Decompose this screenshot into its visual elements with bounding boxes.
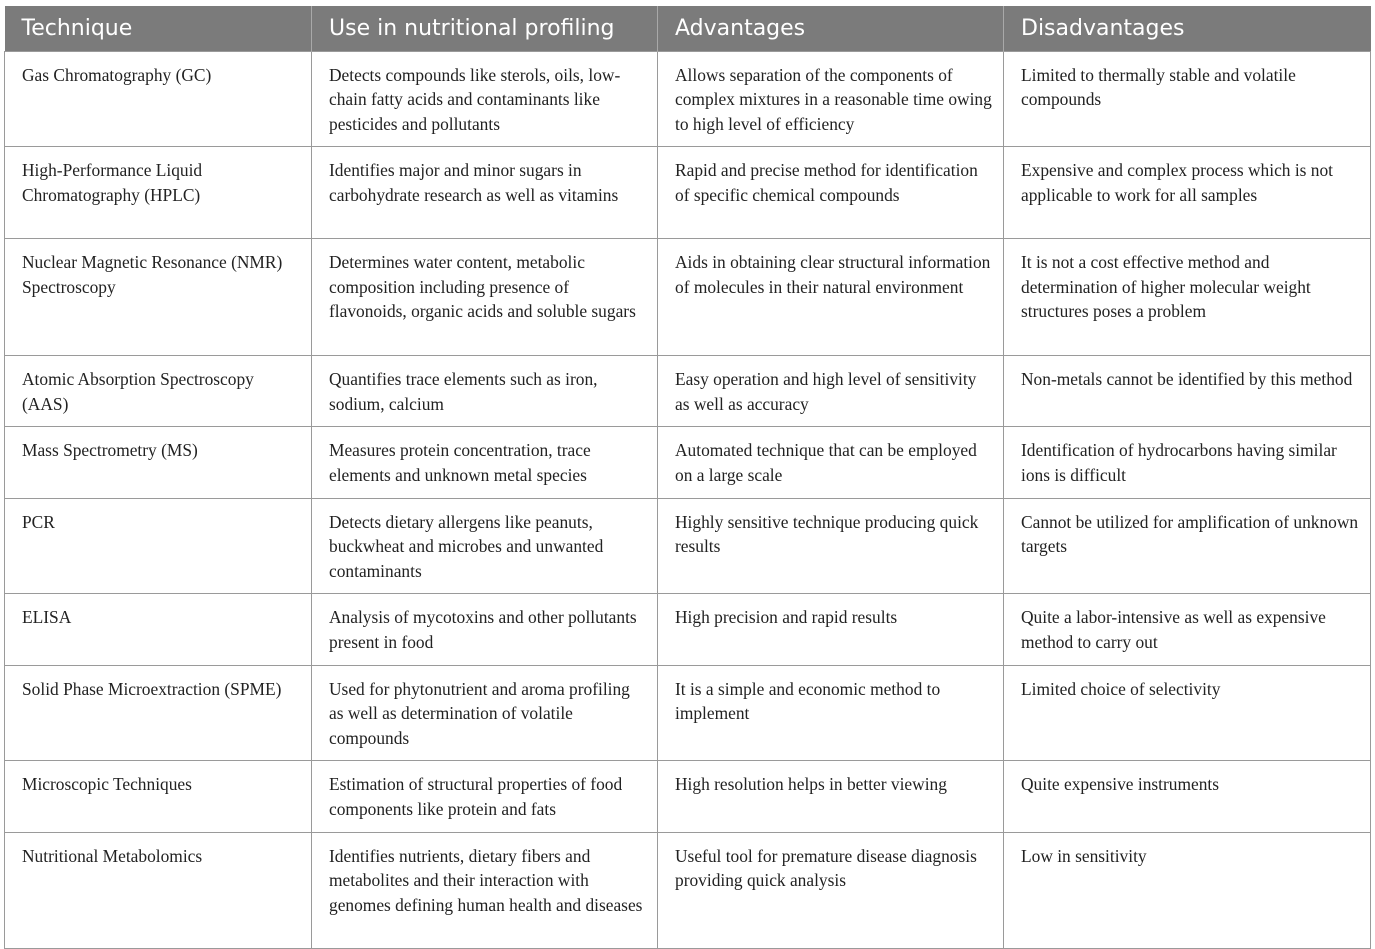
cell-disadvantages: Expensive and complex process which is not applicable to work for all samples (1004, 147, 1371, 239)
table-row (5, 147, 1371, 239)
cell-use: Quantifies trace elements such as iron, sodium, calcium (312, 356, 658, 427)
cell-use: Identifies major and minor sugars in carbohydrate research as well as vitamins (312, 147, 658, 239)
table-row (5, 356, 1371, 427)
header-advantages: Advantages (658, 6, 1004, 51)
cell-technique: Gas Chromatography (GC) (5, 51, 312, 147)
table-row (5, 51, 1371, 147)
cell-advantages: Highly sensitive technique producing quick results (658, 498, 1004, 594)
cell-advantages: High precision and rapid results (658, 594, 1004, 665)
cell-advantages: Useful tool for premature disease diagnosis providing quick analysis (658, 832, 1004, 948)
cell-use: Detects compounds like sterols, oils, low-chain fatty acids and contaminants like pesticides and pollutants (312, 51, 658, 147)
table-row (5, 761, 1371, 832)
cell-advantages: Aids in obtaining clear structural information of molecules in their natural environment (658, 239, 1004, 356)
cell-technique: Microscopic Techniques (5, 761, 312, 832)
cell-use: Measures protein concentration, trace elements and unknown metal species (312, 427, 658, 498)
cell-advantages: Easy operation and high level of sensitivity as well as accuracy (658, 356, 1004, 427)
cell-technique: High-Performance Liquid Chromatography (HPLC) (5, 147, 312, 239)
table-row (5, 239, 1371, 356)
cell-disadvantages: It is not a cost effective method and determination of higher molecular weight structures poses a problem (1004, 239, 1371, 356)
cell-use: Estimation of structural properties of food components like protein and fats (312, 761, 658, 832)
cell-use: Identifies nutrients, dietary fibers and metabolites and their interaction with genomes defining human health and diseases (312, 832, 658, 948)
cell-use: Determines water content, metabolic composition including presence of flavonoids, organic acids and soluble sugars (312, 239, 658, 356)
table-row (5, 665, 1371, 761)
cell-disadvantages: Low in sensitivity (1004, 832, 1371, 948)
cell-technique: Nuclear Magnetic Resonance (NMR) Spectroscopy (5, 239, 312, 356)
cell-disadvantages: Non-metals cannot be identified by this method (1004, 356, 1371, 427)
techniques-table (4, 6, 1371, 949)
header-disadvantages: Disadvantages (1004, 6, 1371, 51)
table-row (5, 427, 1371, 498)
table-row (5, 498, 1371, 594)
header-use: Use in nutritional profiling (312, 6, 658, 51)
table-row (5, 832, 1371, 948)
cell-advantages: High resolution helps in better viewing (658, 761, 1004, 832)
cell-technique: Mass Spectrometry (MS) (5, 427, 312, 498)
cell-disadvantages: Limited choice of selectivity (1004, 665, 1371, 761)
cell-technique: PCR (5, 498, 312, 594)
cell-advantages: It is a simple and economic method to implement (658, 665, 1004, 761)
cell-disadvantages: Quite expensive instruments (1004, 761, 1371, 832)
table-body (5, 51, 1371, 948)
cell-use: Analysis of mycotoxins and other pollutants present in food (312, 594, 658, 665)
header-row (5, 6, 1371, 51)
cell-technique: Atomic Absorption Spectroscopy (AAS) (5, 356, 312, 427)
cell-disadvantages: Identification of hydrocarbons having similar ions is difficult (1004, 427, 1371, 498)
cell-use: Used for phytonutrient and aroma profiling as well as determination of volatile compounds (312, 665, 658, 761)
cell-use: Detects dietary allergens like peanuts, buckwheat and microbes and unwanted contaminants (312, 498, 658, 594)
cell-technique: Solid Phase Microextraction (SPME) (5, 665, 312, 761)
table-row (5, 594, 1371, 665)
header-technique: Technique (21, 15, 133, 41)
cell-advantages: Rapid and precise method for identification of specific chemical compounds (658, 147, 1004, 239)
cell-disadvantages: Limited to thermally stable and volatile compounds (1004, 51, 1371, 147)
cell-technique: Nutritional Metabolomics (5, 832, 312, 948)
table-header (5, 6, 1371, 51)
cell-advantages: Allows separation of the components of complex mixtures in a reasonable time owing to high level of efficiency (658, 51, 1004, 147)
cell-advantages: Automated technique that can be employed on a large scale (658, 427, 1004, 498)
cell-disadvantages: Cannot be utilized for amplification of unknown targets (1004, 498, 1371, 594)
cell-technique: ELISA (5, 594, 312, 665)
cell-disadvantages: Quite a labor-intensive as well as expensive method to carry out (1004, 594, 1371, 665)
